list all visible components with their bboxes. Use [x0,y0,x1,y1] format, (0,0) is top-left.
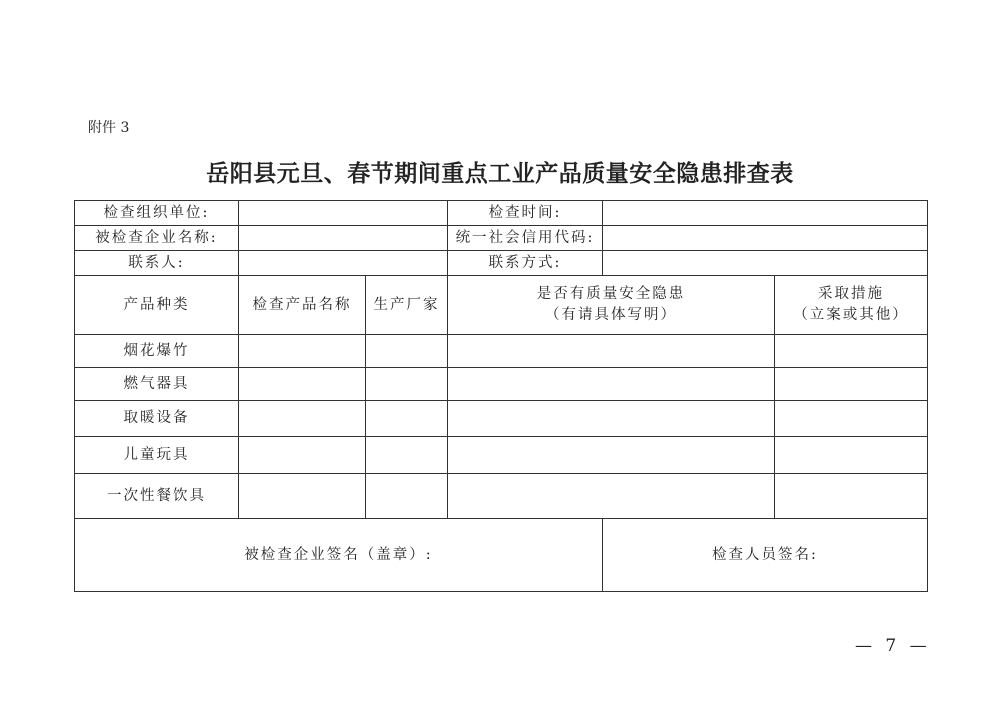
product-name-field[interactable] [239,335,366,368]
measures-field[interactable] [775,474,928,519]
manufacturer-field[interactable] [366,401,448,437]
table-row [75,368,928,401]
table-row [75,335,928,368]
hazard-field[interactable] [448,401,775,437]
info-label: 联系人: [75,251,239,276]
category-cell: 一次性餐饮具 [75,474,239,519]
category-cell: 儿童玩具 [75,437,239,474]
category-cell: 烟花爆竹 [75,335,239,368]
info-value-field[interactable] [603,251,928,276]
inspection-table [74,200,928,592]
table-row [75,437,928,474]
info-label: 检查组织单位: [75,201,239,226]
manufacturer-field[interactable] [366,368,448,401]
table-row [75,401,928,437]
enterprise-signature[interactable]: 被检查企业签名（盖章）: [75,519,603,592]
table-row [75,474,928,519]
header-hazard-line2: （有请具体写明） [545,307,677,323]
info-label: 检查时间: [448,201,603,226]
header-hazard-line1: 是否有质量安全隐患 [536,286,686,302]
measures-field[interactable] [775,401,928,437]
measures-field[interactable] [775,437,928,474]
info-value-field[interactable] [239,201,448,226]
manufacturer-field[interactable] [366,437,448,474]
info-row [75,226,928,251]
info-label: 被检查企业名称: [75,226,239,251]
header-product-name: 检查产品名称 [239,276,366,335]
signature-row [75,519,928,592]
product-name-field[interactable] [239,437,366,474]
measures-field[interactable] [775,368,928,401]
page-title: 岳阳县元旦、春节期间重点工业产品质量安全隐患排查表 [206,160,794,187]
header-category: 产品种类 [75,276,239,335]
hazard-field[interactable] [448,474,775,519]
hazard-field[interactable] [448,368,775,401]
product-name-field[interactable] [239,474,366,519]
inspector-signature[interactable]: 检查人员签名: [603,519,928,592]
info-row [75,201,928,226]
manufacturer-field[interactable] [366,335,448,368]
info-label: 统一社会信用代码: [448,226,603,251]
hazard-field[interactable] [448,335,775,368]
hazard-field[interactable] [448,437,775,474]
info-value-field[interactable] [239,251,448,276]
header-manufacturer: 生产厂家 [366,276,448,335]
product-name-field[interactable] [239,368,366,401]
header-hazard [448,276,775,335]
header-measures-line1: 采取措施 [818,286,885,302]
info-row [75,251,928,276]
category-cell: 取暖设备 [75,401,239,437]
info-value-field[interactable] [603,226,928,251]
measures-field[interactable] [775,335,928,368]
page-number: — 7 — [855,636,931,656]
category-cell: 燃气器具 [75,368,239,401]
header-row [75,276,928,335]
info-label: 联系方式: [448,251,603,276]
info-value-field[interactable] [239,226,448,251]
manufacturer-field[interactable] [366,474,448,519]
header-measures [775,276,928,335]
product-name-field[interactable] [239,401,366,437]
info-value-field[interactable] [603,201,928,226]
header-measures-line2: （立案或其他） [793,307,909,323]
attachment-label: 附件 3 [88,120,130,136]
